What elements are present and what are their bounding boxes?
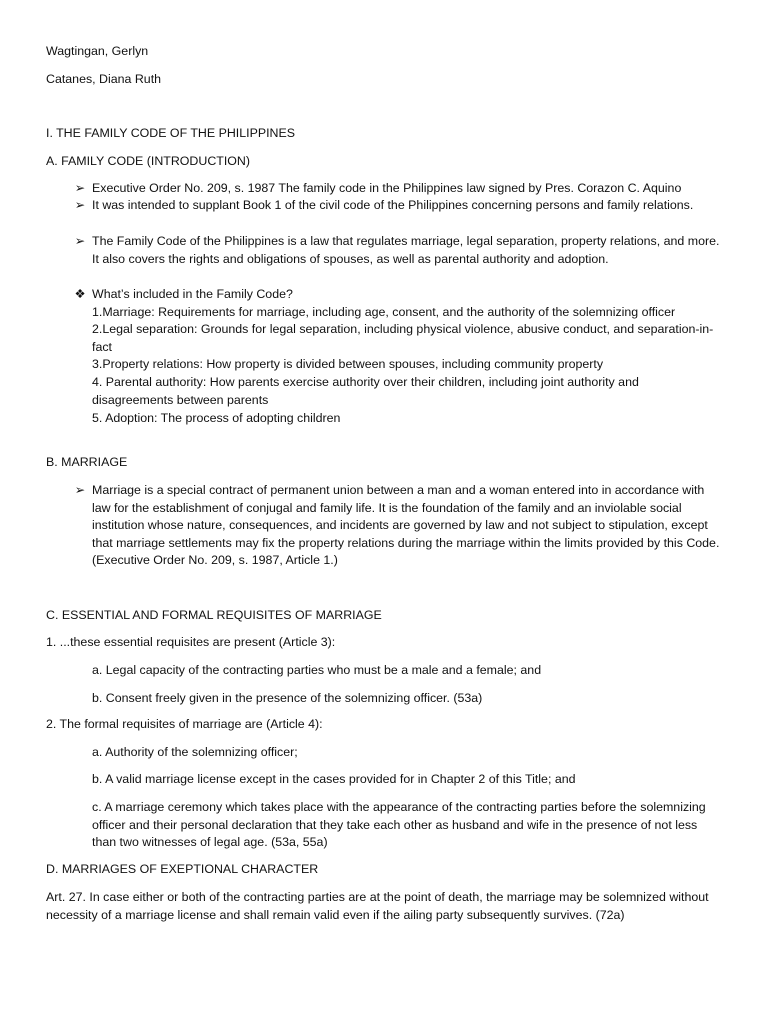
arrow-bullet-icon: ➢ — [74, 234, 86, 248]
arrow-bullet-icon: ➢ — [74, 483, 86, 497]
arrow-bullet-icon: ➢ — [74, 198, 86, 212]
section-c-heading: C. ESSENTIAL AND FORMAL REQUISITES OF MARRIAGE — [46, 608, 382, 622]
section-b-heading: B. MARRIAGE — [46, 455, 128, 469]
formal-item: c. A marriage ceremony which takes place with the appearance of the contracting parties before the solemnizing officer and their personal declaration that they take each other as husband and wife in the presence of not less than two witnesses of legal age. (53a, 55a) — [92, 800, 706, 850]
arrow-bullet-icon: ➢ — [74, 181, 86, 195]
author-name: Catanes, Diana Ruth — [46, 72, 162, 86]
essential-intro: 1. ...these essential requisites are present (Article 3): — [46, 635, 336, 649]
section-a-heading: A. FAMILY CODE (INTRODUCTION) — [46, 154, 250, 168]
section-b-bullet: Marriage is a special contract of permanent union between a man and a woman entered into in accordance with law for the establishment of conjugal and family life. It is the foundation of the family and an inviolable social institution whose nature, consequences, and incidents are governed by law and not subject to stipulation, except that marriage settlements may fix the property relations during the marriage within the limits provided by this Code. (Executive Order No. 209, s. 1987, Article 1.) — [92, 483, 720, 568]
section-a-bullet: The Family Code of the Philippines is a law that regulates marriage, legal separation, property relations, and more. It also covers the rights and obligations of spouses, as well as parental authority and adoption. — [92, 234, 720, 266]
author-name: Wagtingan, Gerlyn — [46, 44, 149, 58]
essential-item: b. Consent freely given in the presence of the solemnizing officer. (53a) — [92, 691, 483, 705]
included-item: 1.Marriage: Requirements for marriage, including age, consent, and the authority of the solemnizing officer — [92, 305, 676, 319]
section-a-bullet: Executive Order No. 209, s. 1987 The family code in the Philippines law signed by Pres. Corazon C. Aquino — [92, 181, 682, 195]
diamond-bullet-icon: ❖ — [74, 287, 86, 301]
formal-item: b. A valid marriage license except in the cases provided for in Chapter 2 of this Title; and — [92, 772, 576, 786]
included-item: 5. Adoption: The process of adopting children — [92, 411, 341, 425]
essential-item: a. Legal capacity of the contracting parties who must be a male and a female; and — [92, 663, 542, 677]
included-item: 2.Legal separation: Grounds for legal separation, including physical violence, abusive conduct, and separation-in-fact — [92, 322, 714, 354]
formal-item: a. Authority of the solemnizing officer; — [92, 745, 298, 759]
included-heading: What’s included in the Family Code? — [92, 287, 293, 301]
formal-intro: 2. The formal requisites of marriage are (Article 4): — [46, 717, 323, 731]
section-d-heading: D. MARRIAGES OF EXEPTIONAL CHARACTER — [46, 862, 319, 876]
included-item: 3.Property relations: How property is divided between spouses, including community property — [92, 357, 604, 371]
section-d-article: Art. 27. In case either or both of the contracting parties are at the point of death, the marriage may be solemnized without necessity of a marriage license and shall remain valid even if the ailing party subsequently survives. (72a) — [46, 890, 709, 922]
section-a-bullet: It was intended to supplant Book 1 of the civil code of the Philippines concerning persons and family relations. — [92, 198, 694, 212]
included-item: 4. Parental authority: How parents exercise authority over their children, including joint authority and disagreements between parents — [92, 375, 639, 407]
document-title: I. THE FAMILY CODE OF THE PHILIPPINES — [46, 126, 296, 140]
